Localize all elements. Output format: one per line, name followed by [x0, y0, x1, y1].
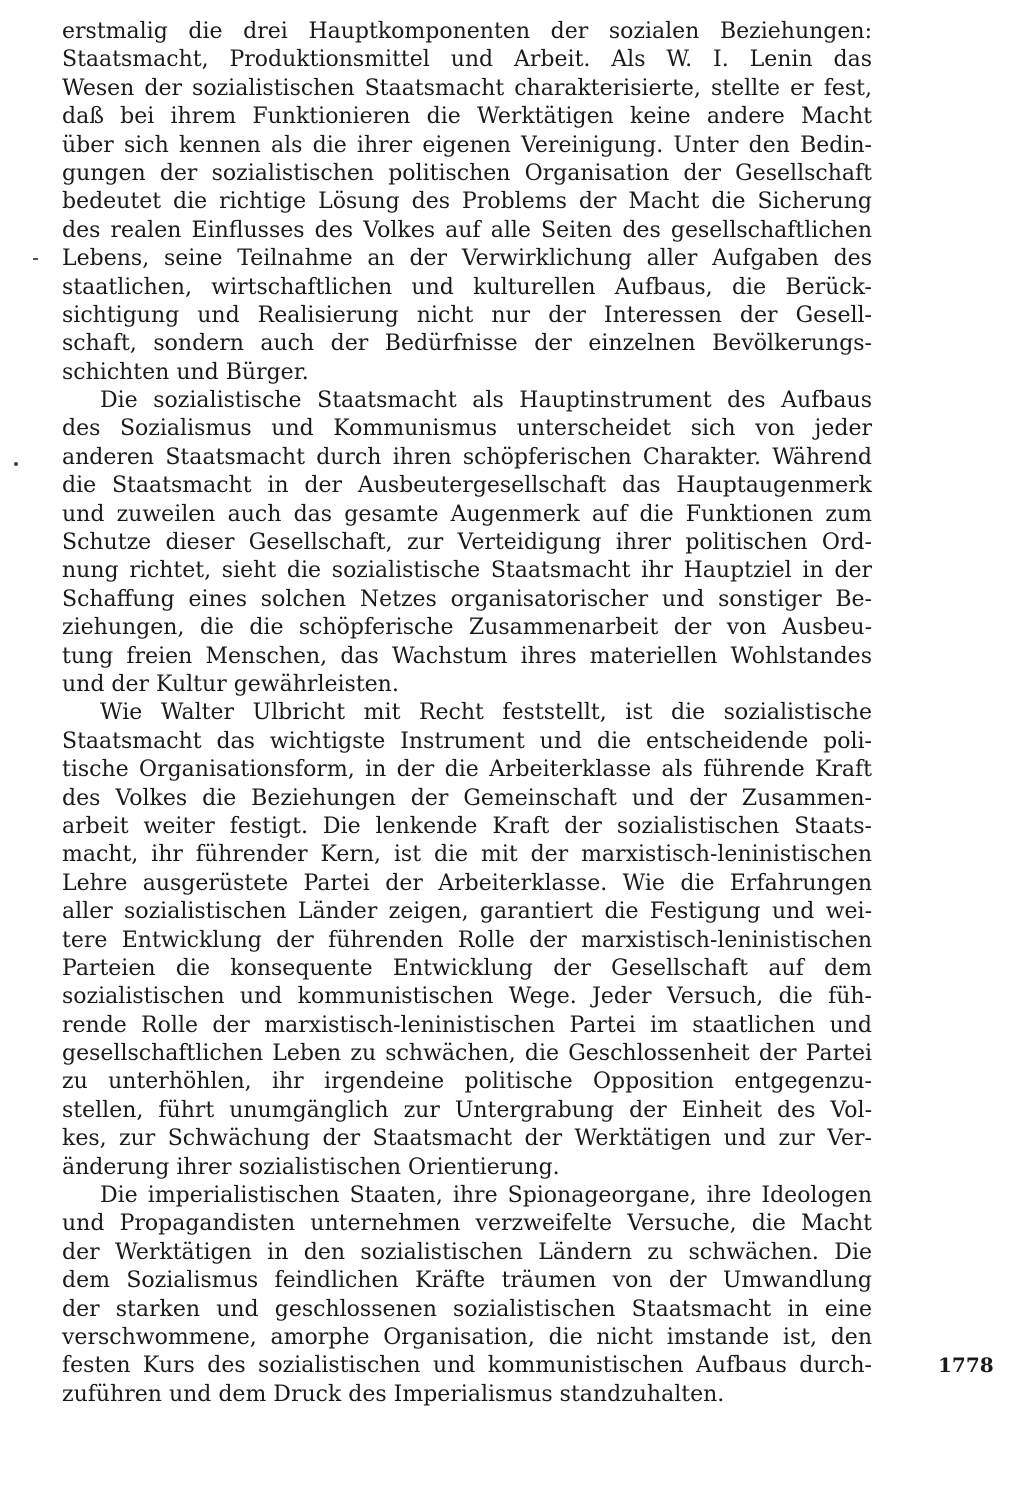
text-line: und Propagandisten unternehmen verzweifelte Versuche, die Macht: [62, 1211, 872, 1237]
text-line: des Sozialismus und Kommunismus unterscheidet sich von jeder: [62, 416, 872, 442]
text-line: gungen der sozialistischen politischen Organisation der Gesellschaft: [62, 160, 872, 186]
text-line: tung freien Menschen, das Wachstum ihres materiellen Wohlstandes: [62, 643, 872, 669]
text-line: ziehungen, die die schöpferische Zusammenarbeit der von Ausbeu-: [62, 615, 872, 641]
text-line: der starken und geschlossenen sozialistischen Staatsmacht in eine: [62, 1296, 872, 1322]
text-line: nung richtet, sieht die sozialistische Staatsmacht ihr Hauptziel in der: [62, 558, 872, 584]
text-line: Die sozialistische Staatsmacht als Hauptinstrument des Aufbaus: [100, 388, 872, 414]
text-line: Wesen der sozialistischen Staatsmacht charakterisierte, stellte er fest,: [62, 75, 872, 101]
text-line: stellen, führt unumgänglich zur Untergrabung der Einheit des Vol-: [62, 1097, 872, 1123]
text-line: änderung ihrer sozialistischen Orientierung.: [62, 1154, 560, 1180]
text-line: des Volkes die Beziehungen der Gemeinschaft und der Zusammen-: [62, 785, 872, 811]
text-line: gesellschaftlichen Leben zu schwächen, die Geschlossenheit der Partei: [62, 1041, 872, 1067]
text-line: Staatsmacht das wichtigste Instrument und die entscheidende poli-: [62, 728, 872, 754]
text-line: schichten und Bürger.: [62, 359, 309, 385]
text-line: des realen Einflusses des Volkes auf alle Seiten des gesellschaftlichen: [62, 217, 872, 243]
text-line: daß bei ihrem Funktionieren die Werktätigen keine andere Macht: [62, 104, 872, 130]
text-line: verschwommene, amorphe Organisation, die nicht imstande ist, den: [62, 1324, 872, 1350]
margin-dash-mark: [33, 258, 38, 260]
text-line: arbeit weiter festigt. Die lenkende Kraft der sozialistischen Staats-: [62, 813, 872, 839]
text-line: kes, zur Schwächung der Staatsmacht der Werktätigen und zur Ver-: [62, 1126, 872, 1152]
text-line: über sich kennen als die ihrer eigenen Vereinigung. Unter den Bedin-: [62, 132, 872, 158]
text-line: Lehre ausgerüstete Partei der Arbeiterklasse. Wie die Erfahrungen: [62, 870, 872, 896]
text-line: und der Kultur gewährleisten.: [62, 671, 399, 697]
text-line: und zuweilen auch das gesamte Augenmerk auf die Funktionen zum: [62, 501, 872, 527]
text-line: tische Organisationsform, in der die Arbeiterklasse als führende Kraft: [62, 757, 872, 783]
paragraph: [62, 1182, 872, 1409]
body-text: [62, 18, 872, 1409]
text-line: staatlichen, wirtschaftlichen und kulturellen Aufbaus, die Berück-: [62, 274, 872, 300]
text-line: dem Sozialismus feindlichen Kräfte träumen von der Umwandlung: [62, 1268, 872, 1294]
text-line: Schaffung eines solchen Netzes organisatorischer und sonstiger Be-: [62, 586, 872, 612]
text-line: macht, ihr führender Kern, ist die mit der marxistisch-leninistischen: [62, 842, 872, 868]
text-line: Wie Walter Ulbricht mit Recht feststellt, ist die sozialistische: [100, 700, 872, 726]
text-line: zuführen und dem Druck des Imperialismus standzuhalten.: [62, 1381, 725, 1407]
text-line: festen Kurs des sozialistischen und kommunistischen Aufbaus durch-: [62, 1353, 872, 1379]
text-line: sozialistischen und kommunistischen Wege. Jeder Versuch, die füh-: [62, 984, 872, 1010]
text-line: zu unterhöhlen, ihr irgendeine politische Opposition entgegenzu-: [62, 1069, 872, 1095]
text-line: schaft, sondern auch der Bedürfnisse der einzelnen Bevölkerungs-: [62, 331, 872, 357]
text-line: erstmalig die drei Hauptkomponenten der sozialen Beziehungen:: [62, 19, 872, 44]
text-line: der Werktätigen in den sozialistischen Ländern zu schwächen. Die: [62, 1239, 872, 1265]
margin-dot-mark: [14, 462, 18, 466]
text-line: die Staatsmacht in der Ausbeutergesellschaft das Hauptaugenmerk: [62, 473, 872, 499]
text-line: Schutze dieser Gesellschaft, zur Verteidigung ihrer politischen Ord-: [62, 530, 872, 556]
text-line: Parteien die konsequente Entwicklung der Gesellschaft auf dem: [62, 955, 872, 981]
text-line: anderen Staatsmacht durch ihren schöpferischen Charakter. Während: [62, 444, 872, 470]
text-line: Die imperialistischen Staaten, ihre Spionageorgane, ihre Ideologen: [100, 1183, 872, 1209]
text-line: Lebens, seine Teilnahme an der Verwirklichung aller Aufgaben des: [62, 246, 872, 272]
paragraph: [62, 18, 872, 387]
paragraph: [62, 387, 872, 699]
paragraph: [62, 699, 872, 1182]
text-line: sichtigung und Realisierung nicht nur der Interessen der Gesell-: [62, 302, 872, 328]
text-line: tere Entwicklung der führenden Rolle der marxistisch-leninistischen: [62, 927, 872, 953]
page-number: 1778: [938, 1353, 994, 1377]
text-line: bedeutet die richtige Lösung des Problems der Macht die Sicherung: [62, 189, 872, 215]
text-line: rende Rolle der marxistisch-leninistischen Partei im staatlichen und: [62, 1012, 872, 1038]
text-line: Staatsmacht, Produktionsmittel und Arbeit. Als W. I. Lenin das: [62, 47, 872, 73]
text-line: aller sozialistischen Länder zeigen, garantiert die Festigung und wei-: [62, 899, 872, 925]
